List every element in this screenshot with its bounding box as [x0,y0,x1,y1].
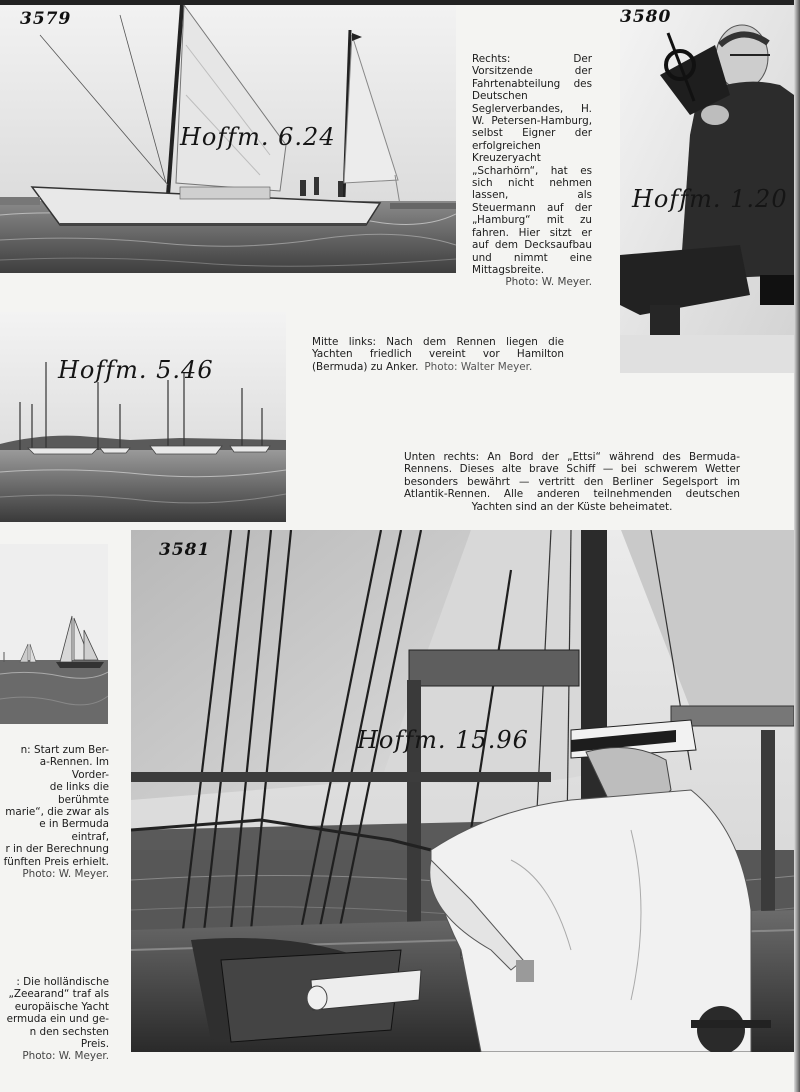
photo-race-start [0,544,108,724]
photo-id-label: 3579 [20,9,72,29]
caption-line: fünften Preis erhielt. [3,855,109,868]
caption-line: marie“, die zwar als [5,806,109,819]
photo-credit: Photo: W. Meyer. [22,1050,109,1063]
handwritten-annotation: Hoffm. 6.24 [180,123,336,151]
caption-line: ermuda ein und ge- [6,1013,109,1026]
photo-credit: Photo: W. Meyer. [22,868,109,881]
handwritten-annotation: Hoffm. 1.20 [632,185,788,213]
caption-text: Rechts: Der Vorsitzende der Fahrtenabteilung des Deutschen Seglerverbandes, H. W. Petersen-Hamburg, selbst Eigner der erfolgreichen Kreuzeryacht „Scharhörn“, hat es sich nicht nehmen lassen, als Steuermann auf der „Hamburg“ mit zu fahren. Hier sitzt er auf dem Decksaufbau und nimmt eine Mittagsbreite. [472,53,592,276]
caption-line: n: Start zum Ber- [20,744,109,756]
caption-line: n den sechsten Preis. [29,1025,109,1051]
caption-line: a-Rennen. Im Vorder- [39,756,109,781]
caption-line: europäische Yacht [14,1000,109,1013]
caption-text: Mitte links: Nach dem Rennen liegen die Yachten friedlich vereint vor Hamilton (Bermuda) zu Anker. [312,336,564,373]
photo-man-with-sextant [620,5,794,373]
caption-top-right [472,53,592,289]
handwritten-annotation: Hoffm. 15.96 [357,726,529,754]
caption-line: e in Bermuda eintraf, [39,818,109,843]
caption-line: r in der Berechnung [5,843,109,856]
photo-on-board-ettsi [131,530,794,1052]
caption-line: de links die berühmte [49,781,109,806]
caption-left-zeearand [0,976,109,1063]
photo-sailing-yacht [0,5,456,273]
page-edge-shadow [794,0,800,1092]
photo-id-label: 3581 [159,540,211,560]
photo-credit: Photo: Walter Meyer. [424,360,533,373]
caption-line: : Die holländische [16,976,109,988]
photo-yachts-at-anchor [0,312,286,522]
caption-text: Unten rechts: An Bord der „Ettsi“ während des Bermuda-Rennens. Dieses alte brave Schiff — bei schwerem Wetter besonders bewährt — vertritt den Berliner Segelsport im Atlantik-Rennen. Alle anderen teilnehmenden deutschen Yachten sind an der Küste beheimatet. [404,451,740,513]
caption-middle [312,336,564,373]
handwritten-annotation: Hoffm. 5.46 [58,356,214,384]
caption-line: „Zeearand“ traf als [8,988,109,1001]
caption-bottom-right [404,451,740,513]
photo-id-label: 3580 [620,7,672,27]
caption-left-start [0,744,109,880]
photo-credit: Photo: W. Meyer. [505,276,592,289]
